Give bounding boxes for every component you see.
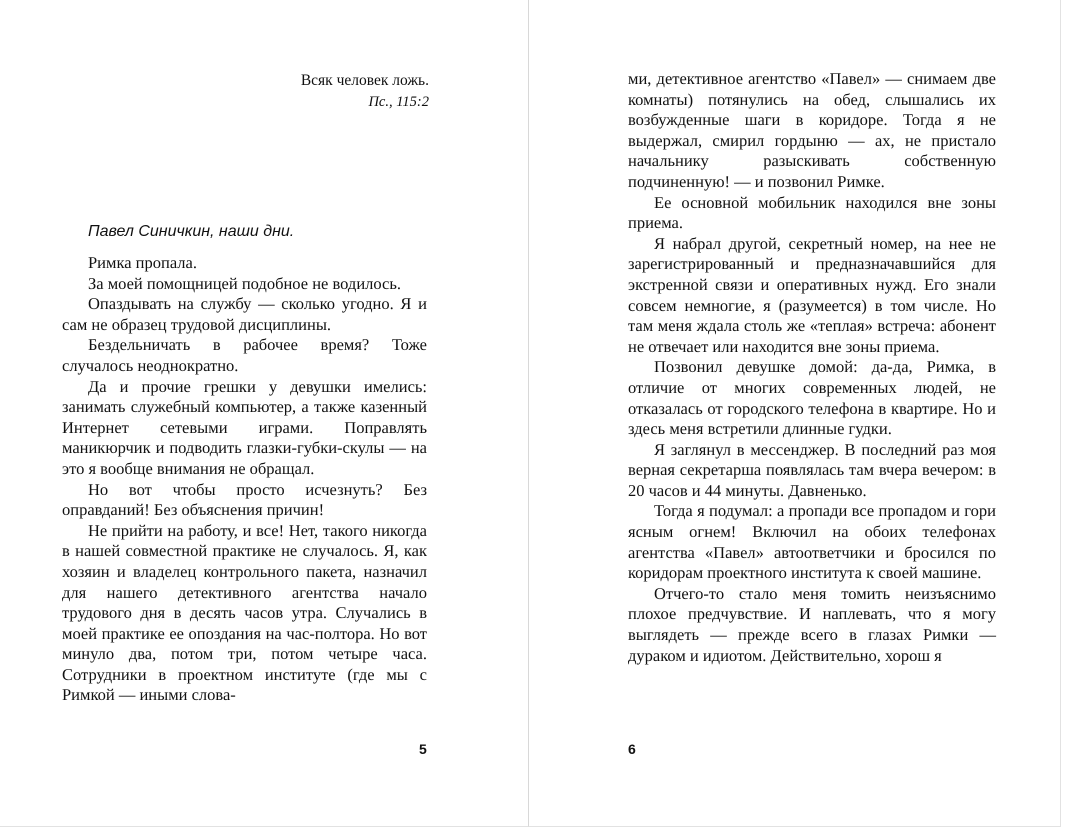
paragraph: Ее основной мобильник находился вне зоны приема. <box>628 192 996 233</box>
page-number-left: 5 <box>419 741 427 757</box>
right-page-body <box>628 69 996 666</box>
paragraph: Позвонил девушке домой: да-да, Римка, в отличие от многих современных людей, не отказалась от городского телефона в квартире. Но и здесь меня встретили длинные гудки. <box>628 357 996 439</box>
paragraph: Не прийти на работу, и все! Нет, такого никогда в нашей совместной практике не случалось. Я, как хозяин и владелец контрольного пакета, назначил для нашего детективного агентства начало трудового дня в десять часов утра. Случались в моей практике ее опоздания на час-полтора. Но вот минуло два, потом три, потом четыре часа. Сотрудники в проектном институте (где мы с Римкой — иными слова- <box>62 520 427 705</box>
paragraph: Опаздывать на службу — сколько угодно. Я и сам не образец трудовой дисциплины. <box>62 294 427 334</box>
epigraph-source: Пс., 115:2 <box>368 94 429 110</box>
paragraph: Да и прочие грешки у девушки имелись: занимать служебный компьютер, а также казенный Интернет сетевыми играми. Поправлять маникюрчик и подводить глазки-губки-скулы — на это я вообще внимания не обращал. <box>62 376 427 478</box>
paragraph: Отчего-то стало меня томить неизъяснимо плохое предчувствие. И наплевать, что я могу выглядеть — прежде всего в глазах Римки — дураком и идиотом. Действительно, хорош я <box>628 583 996 665</box>
epigraph <box>301 70 429 114</box>
paragraph: Бездельничать в рабочее время? Тоже случалось неоднократно. <box>62 335 427 375</box>
right-page <box>529 0 1061 827</box>
page-number-right: 6 <box>628 741 636 757</box>
epigraph-text: Всяк человек ложь. <box>300 72 429 89</box>
paragraph: За моей помощницей подобное не водилось. <box>88 273 402 293</box>
left-page <box>0 0 529 827</box>
paragraph: Я набрал другой, секретный номер, на нее не зарегистрированный и предназначавшийся для экстренной связи и оперативных нужд. Его знали совсем немногие, я (разумеется) в том числе. Но там меня ждала столь же «теплая» встреча: абонент не отвечает или находится вне зоны приема. <box>628 233 996 356</box>
chapter-subtitle: Павел Синичкин, наши дни. <box>88 223 295 240</box>
paragraph-continuation: ми, детективное агентство «Павел» — снимаем две комнаты) потянулись на обед, слышались их возбужденные шаги в коридоре. Тогда я не выдержал, смирил гордыню — ах, не пристало начальнику разыскивать собственную подчиненную! — и позвонил Римке. <box>628 69 996 191</box>
paragraph: Но вот чтобы просто исчезнуть? Без оправданий! Без объяснения причин! <box>62 479 427 520</box>
paragraph: Римка пропала. <box>88 253 197 272</box>
paragraph: Я заглянул в мессенджер. В последний раз моя верная секретарша появлялась там вчера вечером: в 20 часов и 44 минуты. Давненько. <box>628 439 996 500</box>
paragraph: Тогда я подумал: а пропади все пропадом и гори ясным огнем! Включил на обоих телефонах агентства «Павел» автоответчики и бросился по коридорам проектного института к своей машине. <box>628 501 996 583</box>
left-page-body <box>62 253 427 706</box>
